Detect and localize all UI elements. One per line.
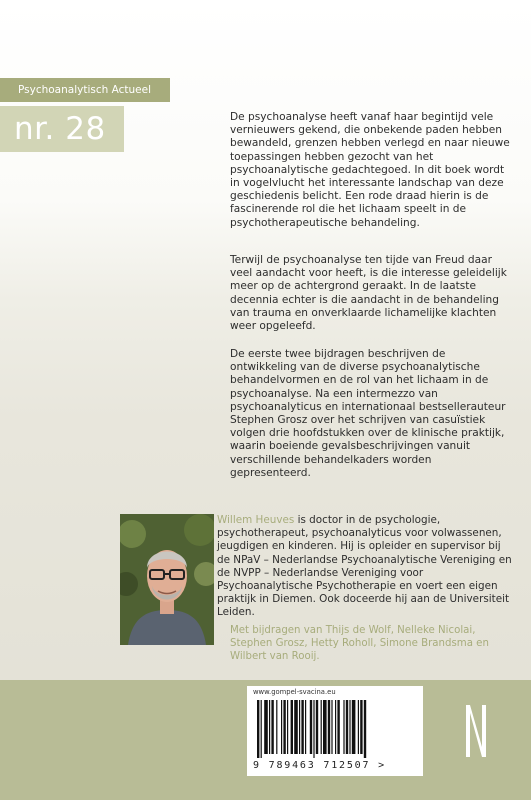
barcode-bar [349,700,350,754]
barcode-bar [335,700,336,754]
author-photo [120,514,214,645]
author-bio [217,514,515,620]
barcode-bar [352,700,356,754]
barcode-bar [305,700,306,754]
barcode-bar [271,700,273,754]
isbn-text: 9 789463 712507 > [253,760,386,771]
barcode-bar [343,700,344,754]
publisher-logo-icon [460,703,488,759]
barcode-bar [276,700,277,754]
barcode-icon [255,700,415,758]
barcode-bar [287,700,288,754]
barcode-bar [358,700,359,754]
barcode-bar [346,700,348,754]
blurb-paragraph-1: De psychoanalyse heeft vanaf haar begintijd vele vernieuwers gekend, die onbekende paden hebben bewandeld, grenzen hebben verlegd en naar nieuwe toepassingen hebben gezocht van het psychoanalytische gedachtegoed. In dit boek wordt in vogelvlucht het interessante landschap van deze geschiedenis belicht. Een rode draad hierin is de fascinerende rol die het lichaam speelt in de psychotherapeutische behandeling. [230,111,510,229]
barcode-bar [281,700,282,754]
barcode-bar [269,700,270,754]
barcode-bar [294,700,298,754]
barcode-bar [291,700,293,754]
barcode-bar [313,700,314,758]
barcode-bar [310,700,312,754]
author-bio-text: is doctor in de psychologie, psychotherapeut, psychoanalyticus voor volwassenen, jeugdigen en kinderen. Hij is opleider en supervisor bij de NPaV – Nederlandse Psychoanalytische Vereniging en de NVPP – Nederlandse Vereniging voor Psychoanalytische Psychotherapie en voert een eigen praktijk in Diemen. Ook doceerde hij aan de Universiteit Leiden. [217,514,512,619]
barcode-bar [316,700,318,754]
barcode-bar [321,700,322,754]
publisher-url: www.gompel-svacina.eu [253,688,336,696]
barcode-bar [301,700,303,754]
author-portrait-illustration [120,514,214,645]
barcode-bar [337,700,339,754]
barcode-bar [328,700,330,754]
issue-number: nr. 28 [0,106,124,152]
barcode-bar [323,700,327,754]
barcode-bar [364,700,366,758]
blurb-paragraph-2: Terwijl de psychoanalyse ten tijde van Freud daar veel aandacht voor heeft, is die interesse geleidelijk meer op de achtergrond geraakt. In de laatste decennia echter is die aandacht in de behandeling van trauma en onverklaarde lichamelijke klachten weer opgeleefd. [230,254,507,333]
barcode-bar [299,700,300,754]
series-label: Psychoanalytisch Actueel [0,78,170,102]
barcode-box [247,686,423,776]
contributors-text: Met bijdragen van Thijs de Wolf, Nelleke Nicolai, Stephen Grosz, Hetty Roholl, Simone Brandsma en Wilbert van Rooij. [230,625,489,663]
barcode-bar [283,700,285,754]
barcode-bar [261,700,262,758]
barcode-bar [264,700,268,754]
barcode-bar [360,700,362,754]
author-name: Willem Heuves [217,514,295,526]
barcode-bar [331,700,332,754]
blurb-paragraph-3: De eerste twee bijdragen beschrijven de ontwikkeling van de diverse psychoanalytische behandelvormen en de rol van het lichaam in de psychoanalyse. Na een intermezzo van psychoanalyticus en internationaal bestsellerauteur Stephen Grosz over het schrijven van casuïstiek volgen drie hoofdstukken over de klinische praktijk, waarin boeiende gevalsbeschrijvingen vanuit verschillende behandelkaders worden gepresenteerd. [230,348,506,479]
barcode-bar [257,700,259,758]
